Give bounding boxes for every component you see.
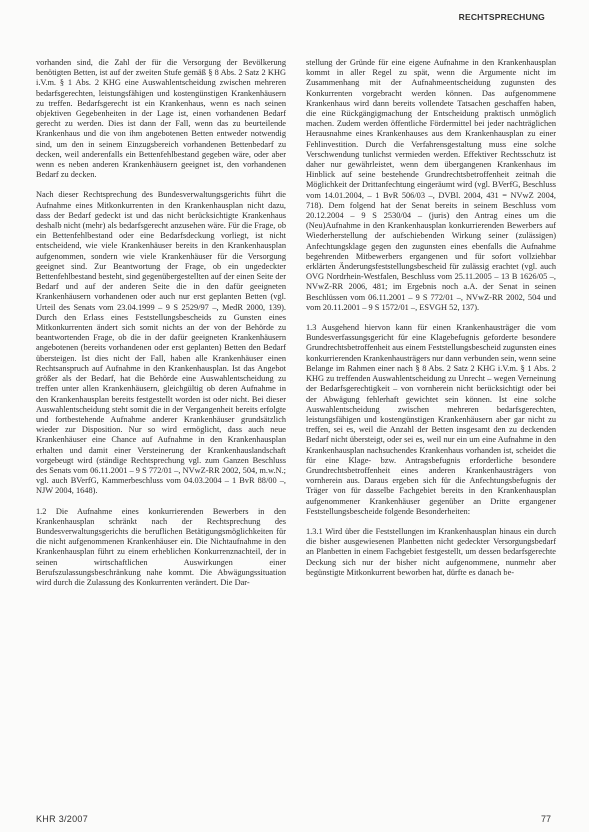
paragraph: Nach dieser Rechtsprechung des Bundesverwaltungsgerichts führt die Aufnahme eines Mitkonkurrenten in den Krankenhausplan nicht dazu, dass der Bedarf gedeckt ist und das nicht berücksichtigte Krankenhaus deshalb nicht (mehr) als bedarfsgerecht anzusehen wäre. Für die Frage, ob ein Bettenfehlbestand oder eine Bedarfsdeckung vorliegt, ist nicht entscheidend, wie viele Krankenhäuser bereits in den Krankenhausplan aufgenommen, sondern wie viele Krankenhäuser für die Versorgung geeignet sind. Zur Beantwortung der Frage, ob ein ungedeckter Bettenfehlbestand besteht, sind gegenübergestellten auf der einen Seite der Bedarf und auf der anderen Seite die in den dafür geeigneten Krankenhäusern vorhandenen oder auch nur erst geplanten Betten (vgl. Urteil des Senats vom 23.04.1999 – 9 S 2529/97 –, MedR 2000, 139). Durch den Erlass eines Feststellungsbescheids zu Gunsten eines Mitkonkurrenten ändert sich somit nichts an der von der Behörde zu beantwortenden Frage, ob die in der dafür geeigneten Krankenhäusern angebotenen (bereits vorhandenen oder erst geplanten) Betten den Bedarf übersteigen. Ist dies nicht der Fall, haben alle Krankenhäuser einen Rechtsanspruch auf Aufnahme in den Krankenhausplan. Ist das Angebot größer als der Bedarf, hat die Behörde eine Auswahlentscheidung zu treffen unter allen Krankenhäusern, gleichgültig ob deren Aufnahme in den Krankenhausplan bereits festgestellt worden ist oder nicht. Bei dieser Auswahlentscheidung steht somit die in der Vergangenheit bereits erfolgte und fortbestehende Aufnahme anderer Krankenhäuser grundsätzlich wieder zur Disposition. Nur so wird ermöglicht, dass auch neue Krankenhäuser eine Chance auf Aufnahme in den Krankenhausplan erhalten und damit einer Versteinerung der Krankenhauslandschaft vorgebeugt wird (ständige Rechtsprechung vgl. zum Ganzen Beschluss des Senats vom 06.11.2001 – 9 S 772/01 –, NVwZ-RR 2002, 504, m.w.N.; vgl. auch BVerfG, Kammerbeschluss vom 04.03.2004 – 1 BvR 88/00 –, NJW 2004, 1648). <box>36 190 286 496</box>
paragraph: vorhanden sind, die Zahl der für die Versorgung der Bevölkerung benötigten Betten, ist auf der zweiten Stufe gemäß § 8 Abs. 2 Satz 2 KHG i.V.m. § 1 Abs. 2 KHG eine Auswahlentscheidung zwischen mehreren bedarfsgerechten, leistungsfähigen und kostengünstigen Krankenhäusern zu treffen. Bedarfsgerecht ist ein Krankenhaus, wenn es nach seinen objektiven Gegebenheiten in der Lage ist, einen vorhandenen Bedarf gerecht zu werden. Dies ist dann der Fall, wenn das zu beurteilende Krankenhaus und die von ihm angebotenen Betten entweder notwendig sind, um den in seinem Einzugsbereich vorhandenen Bettenbedarf zu decken, weil anderenfalls ein Bettenfehlbestand gegeben wäre, oder aber wenn es neben anderen Krankenhäusern geeignet ist, den vorhandenen Bedarf zu decken. <box>36 58 286 180</box>
left-column <box>36 58 286 598</box>
paragraph: 1.2 Die Aufnahme eines konkurrierenden Bewerbers in den Krankenhausplan schränkt nach der Rechtsprechung des Bundesverwaltungsgerichts die beruflichen Betätigungsmöglichkeiten für die nicht aufgenommenen Krankenhäuser ein. Die Nichtaufnahme in den Krankenhausplan führt zu einem erheblichen Konkurrenznachteil, der in seinen wirtschaftlichen Auswirkungen einer Berufszulassungsbeschränkung nahe kommt. Die Abwägungssituation wird durch die Zulassung des Konkurrenten verändert. Die Dar- <box>36 506 286 587</box>
right-column <box>306 58 556 588</box>
section-heading: RECHTSPRECHUNG <box>458 12 545 22</box>
paragraph: 1.3 Ausgehend hiervon kann für einen Krankenhausträger die vom Bundesverfassungsgericht für eine Klagebefugnis geforderte besondere Grundrechtsbetroffenheit aus einem Feststellungsbescheid zugunsten eines konkurrierenden Krankenhausträgers nur dann verbunden sein, wenn seine Belange im Rahmen einer nach § 8 Abs. 2 Satz 2 KHG i.V.m. § 1 Abs. 2 KHG zu treffenden Auswahlentscheidung zu Unrecht – wegen Verneinung der Bedarfsgerechtigkeit – von vornherein nicht berücksichtigt oder bei der Abwägung fehlerhaft gewichtet sein können. Ist eine solche Auswahlentscheidung zwischen mehreren bedarfsgerechten, leistungsfähigen und kostengünstigen Krankenhäusern aber gar nicht zu treffen, sei es, weil die Anzahl der Betten insgesamt den zu deckenden Bedarf nicht übersteigt, oder sei es, weil nur ein um eine Aufnahme in den Krankenhausplan nachsuchendes Krankenhaus vorhanden ist, scheidet die für eine Klage- bzw. Antragsbefugnis erforderliche besondere Grundrechtsbetroffenheit eines anderen Krankenhausträgers von vornherein aus. Daraus ergeben sich für die Anfechtungsbefugnis der Träger von für dasselbe Fachgebiet bereits in den Krankenhausplan aufgenommener Krankenhäuser gegenüber an Dritte ergangener Feststellungsbescheide folgende Besonderheiten: <box>306 323 556 516</box>
paragraph: stellung der Gründe für eine eigene Aufnahme in den Krankenhausplan kommt in aller Regel zu spät, wenn die Argumente nicht im Zusammenhang mit der Aufnahmeentscheidung zugunsten des Konkurrenten vorgebracht werden können. Das aufgenommene Krankenhaus wird dann bereits vollendete Tatsachen geschaffen haben, die eine Rückgängigmachung der Entscheidung praktisch unmöglich machen. Zudem werden öffentliche Fördermittel bei jeder nachträglichen Herausnahme eines Krankenhauses aus dem Krankenhausplan zu einer Fehlinvestition. Durch die Verfahrensgestaltung muss eine solche Verschwendung tunlichst vermieden werden. Effektiver Rechtsschutz ist daher nur gewährleistet, wenn dem übergangenen Krankenhaus im Hinblick auf seine bestehende Grundrechtsbetroffenheit zeitnah die Möglichkeit der Drittanfechtung eingeräumt wird (vgl. BVerfG, Beschluss vom 14.01.2004, – 1 BvR 506/03 –, DVBl. 2004, 431 = NVwZ 2004, 718). Dem folgend hat der Senat bereits in seinem Beschluss vom 20.12.2004 – 9 S 2530/04 – (juris) den Antrag eines um die (Neu)Aufnahme in den Krankenhausplan konkurrierenden Bewerbers auf Wiederherstellung der aufschiebenden Wirkung seiner (zulässigen) Anfechtungsklage gegen den zugunsten eines ebenfalls die Aufnahme begehrenden Mitbewerbers ergangenen und für sofort vollziehbar erklärten Änderungsfeststellungsbescheid für zulässig erachtet (vgl. auch OVG Nordrhein-Westfalen, Beschluss vom 25.11.2005 – 13 B 1626/05 –, NVwZ-RR 2006, 481; im Ergebnis noch a.A. der Senat in seinen Beschlüssen vom 06.11.2001 – 9 S 772/01 –, NVwZ-RR 2002, 504 und vom 20.11.2001 – 9 S 1572/01 –, ESVGH 52, 137). <box>306 58 556 312</box>
journal-reference: KHR 3/2007 <box>36 814 89 824</box>
paragraph: 1.3.1 Wird über die Feststellungen im Krankenhausplan hinaus ein durch die bisher ausgewiesenen Planbetten nicht gedeckter Versorgungsbedarf an Planbetten in einem Fachgebiet festgestellt, um dessen bedarfsgerechte Deckung sich nur der bisher nicht aufgenommene, nunmehr aber begünstigte Mitkonkurrent beworben hat, dürfte es danach be- <box>306 526 556 577</box>
page-number: 77 <box>540 814 551 824</box>
